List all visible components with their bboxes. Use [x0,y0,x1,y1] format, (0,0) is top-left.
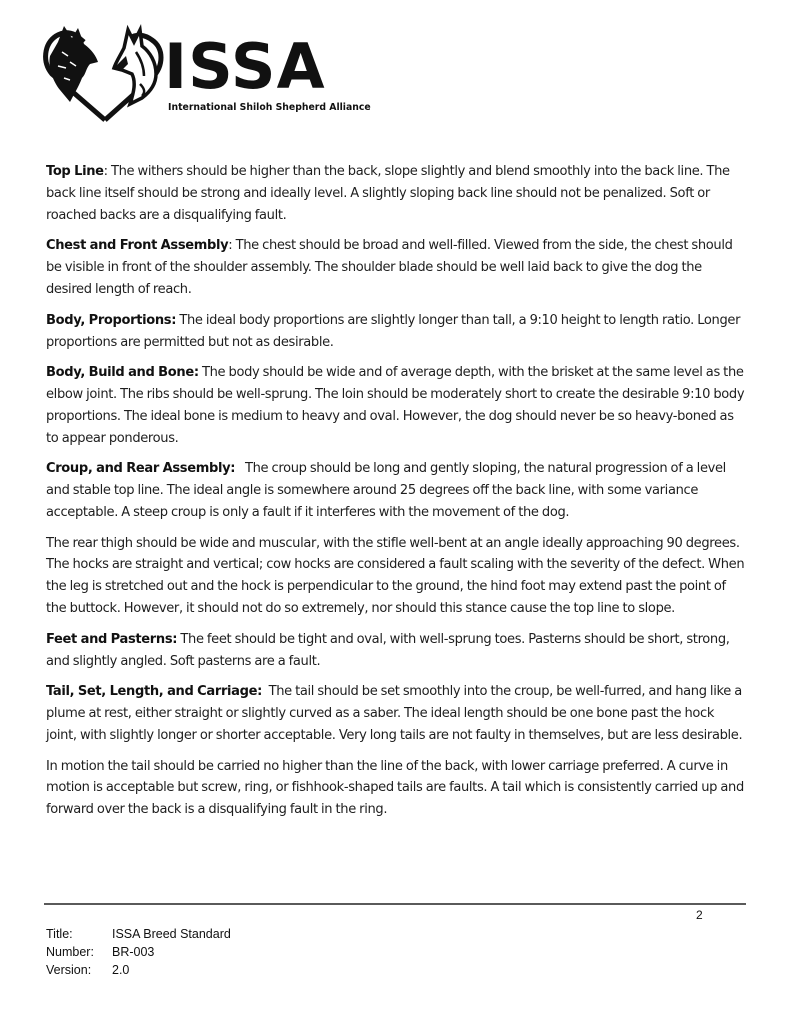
section-body: The withers should be higher than the back, slope slightly and blend smoothly into the back line. The back line itself should be strong and ideally level. A slightly sloping back line should not be penalized. Soft or roached backs are a disqualifying fault. [46,164,730,223]
logo-wordmark: ISSA [164,30,326,103]
section-body-proportions [46,310,748,354]
breed-standard-content [46,161,748,830]
meta-version-row [46,961,231,979]
section-tail-set-length-carriage [46,681,748,747]
section-body: The tail should be set smoothly into the croup, be well-furred, and hang like a plume at rest, either straight or slightly curved as a saber. The ideal length should be one bone past the hock joint, with slightly longer or shorter acceptable. Very long tails are not faulty in themselves, but are less desirable. [46,684,746,743]
meta-title-row [46,925,231,943]
issa-logo [40,22,385,127]
section-rear-thigh [46,533,748,621]
section-heading: Body, Proportions: [46,312,177,328]
meta-value: 2.0 [112,963,130,977]
section-heading: Tail, Set, Length, and Carriage: [46,684,262,700]
meta-value: ISSA Breed Standard [112,927,231,941]
section-body: The chest should be broad and well-filled. Viewed from the side, the chest should be visible in front of the shoulder assembly. The shoulder blade should be well laid back to give the dog the desired length of reach. [46,238,733,298]
section-heading: Top Line [46,164,104,179]
footer-divider [44,903,746,905]
two-shepherd-dogs-heart-icon [40,22,170,124]
section-body: The rear thigh should be wide and muscular, with the stifle well-bent at an angle ideally approaching 90 degrees. The hocks are straight and vertical; cow hocks are considered a fault scaling with the severity of the defect. When the leg is stretched out and the hock is perpendicular to the ground, the hind foot may extend past the point of the buttock. However, it should not do so extremely, nor should this stance cause the top line to slope. [46,535,745,617]
section-chest-front-assembly: Chest and Front Assembly: The chest should be broad and well-filled. Viewed from the side, the chest should be visible in front of the shoulder assembly. The shoulder blade should be well laid back to give the dog the desired length of reach. [46,238,733,298]
page-number: 2 [696,908,703,922]
meta-number-row [46,943,231,961]
section-top-line: Top Line: The withers should be higher than the back, slope slightly and blend smoothly into the back line. The back line itself should be strong and ideally level. A slightly sloping back line should not be penalized. Soft or roached backs are a disqualifying fault. [46,164,730,223]
meta-label: Version: [46,963,92,977]
section-heading: Feet and Pasterns: [46,631,178,647]
meta-label: Title: [46,927,73,941]
section-body: The croup should be long and gently sloping, the natural progression of a level and stable top line. The ideal angle is somewhere around 25 degrees off the back line, with some variance acceptable. A steep croup is only a fault if it interferes with the movement of the dog. [46,461,730,521]
section-feet-pasterns [46,629,748,673]
section-body: In motion the tail should be carried no higher than the line of the back, with lower carriage preferred. A curve in motion is acceptable but screw, ring, or fishhook-shaped tails are faults. A tail which is consistently carried up and forward over the back is a disqualifying fault in the ring. [46,758,744,818]
section-body: The body should be wide and of average depth, with the brisket at the same level as the elbow joint. The ribs should be well-sprung. The loin should be moderately short to create the desirable 9:10 body proportions. The ideal bone is medium to heavy and oval. However, the dog should never be so heavy-boned as to appear ponderous. [46,365,745,446]
section-body-build-bone [46,362,748,450]
section-heading: Chest and Front Assembly [46,238,229,254]
meta-label: Number: [46,945,94,959]
meta-value: BR-003 [112,945,155,959]
section-croup-rear-assembly [46,458,748,524]
section-heading: Croup, and Rear Assembly: [46,461,236,477]
logo-tagline: International Shiloh Shepherd Alliance [168,102,371,113]
document-metadata [46,925,231,979]
section-tail-in-motion [46,756,748,822]
section-body: The feet should be tight and oval, with well-sprung toes. Pasterns should be short, strong, and slightly angled. Soft pasterns are a fault. [46,631,730,669]
section-body: The ideal body proportions are slightly longer than tall, a 9:10 height to length ratio. Longer proportions are permitted but not as desirable. [46,312,741,350]
section-heading: Body, Build and Bone: [46,365,199,381]
